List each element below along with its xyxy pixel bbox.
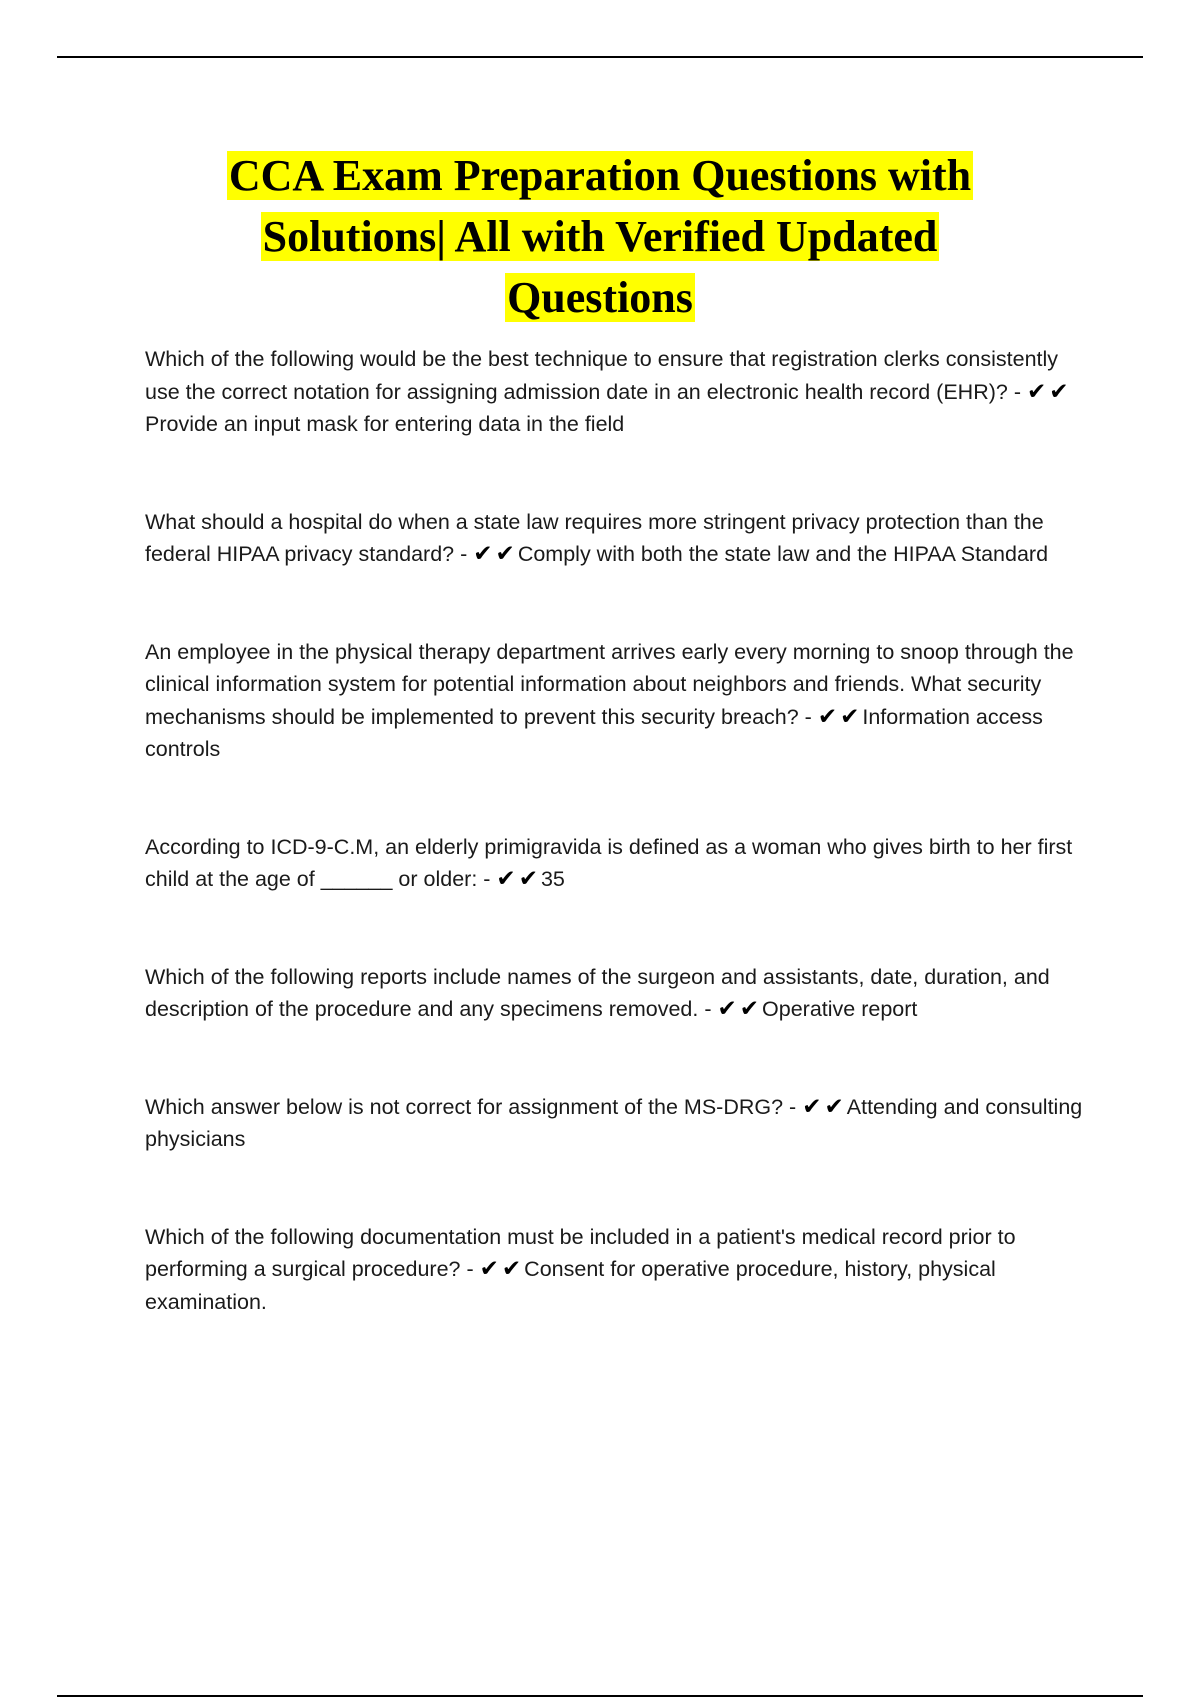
separator: - xyxy=(1007,379,1027,404)
title-line-3 xyxy=(180,267,1020,328)
answer-text: Information access controls xyxy=(145,704,1043,761)
question-text: Which of the following documentation must be included in a patient's medical record prior to performing a surgical procedure? xyxy=(145,1224,1016,1281)
question-item-4 xyxy=(145,831,1095,896)
question-text: An employee in the physical therapy department arrives early every morning to snoop through the clinical information system for potential information about neighbors and friends. What security mechanisms should be implemented to prevent this security breach? xyxy=(145,639,1074,729)
check-icon: ✔ xyxy=(802,1093,822,1120)
document-title xyxy=(180,145,1020,328)
check-icon: ✔ xyxy=(840,703,860,730)
check-icon: ✔ xyxy=(473,541,493,567)
separator: - xyxy=(454,542,474,566)
answer-text: Attending and consulting physicians xyxy=(145,1094,1083,1151)
title-line-1-text: CCA Exam Preparation Questions with xyxy=(228,151,972,200)
check-icon: ✔ xyxy=(739,996,760,1022)
title-line-1 xyxy=(180,145,1020,206)
answer-text: Comply with both the state law and the HIPAA Standard xyxy=(517,542,1049,566)
check-icon: ✔ xyxy=(496,866,516,892)
answer-text: Provide an input mask for entering data in the field xyxy=(145,412,625,436)
separator: - xyxy=(698,997,718,1021)
question-item-1 xyxy=(145,343,1095,441)
title-line-3-text: Questions xyxy=(507,273,693,322)
separator: - xyxy=(460,1257,480,1281)
check-icon: ✔ xyxy=(501,1256,522,1282)
title-line-2-text: Solutions| All with Verified Updated xyxy=(262,212,938,261)
separator: - xyxy=(477,867,497,891)
check-icon: ✔ xyxy=(824,1093,844,1120)
question-text: Which of the following would be the best technique to ensure that registration clerks consistently use the correct notation for assigning admission date in an electronic health record (EHR)? xyxy=(145,347,1059,404)
bottom-rule xyxy=(57,1695,1143,1697)
question-text: According to ICD-9-C.M, an elderly primigravida is defined as a woman who gives birth to her first child at the age of ______ or older: xyxy=(145,834,1073,891)
answer-text: 35 xyxy=(540,867,565,891)
question-text: Which answer below is not correct for assignment of the MS-DRG? xyxy=(145,1094,784,1119)
check-icon: ✔ xyxy=(518,866,538,892)
answer-text: Operative report xyxy=(762,997,918,1021)
check-icon: ✔ xyxy=(479,1256,499,1282)
separator: - xyxy=(798,704,818,729)
top-rule xyxy=(57,56,1143,58)
question-text: What should a hospital do when a state law requires more stringent privacy protection than the federal HIPAA privacy standard? xyxy=(145,509,1044,566)
question-text: Which of the following reports include names of the surgeon and assistants, date, duration, and description of the procedure and any specimens removed. xyxy=(145,964,1050,1021)
question-item-2 xyxy=(145,506,1095,571)
question-item-6 xyxy=(145,1091,1095,1156)
check-icon: ✔ xyxy=(495,541,515,567)
check-icon: ✔ xyxy=(717,996,737,1022)
answer-text: Consent for operative procedure, history, physical examination. xyxy=(145,1257,996,1314)
separator: - xyxy=(783,1094,803,1119)
question-item-3 xyxy=(145,636,1095,766)
check-icon: ✔ xyxy=(1049,378,1069,405)
question-item-5 xyxy=(145,961,1095,1026)
title-line-2 xyxy=(180,206,1020,267)
question-item-7 xyxy=(145,1221,1095,1319)
question-list xyxy=(145,343,1095,1318)
check-icon: ✔ xyxy=(817,703,838,730)
check-icon: ✔ xyxy=(1026,378,1047,405)
